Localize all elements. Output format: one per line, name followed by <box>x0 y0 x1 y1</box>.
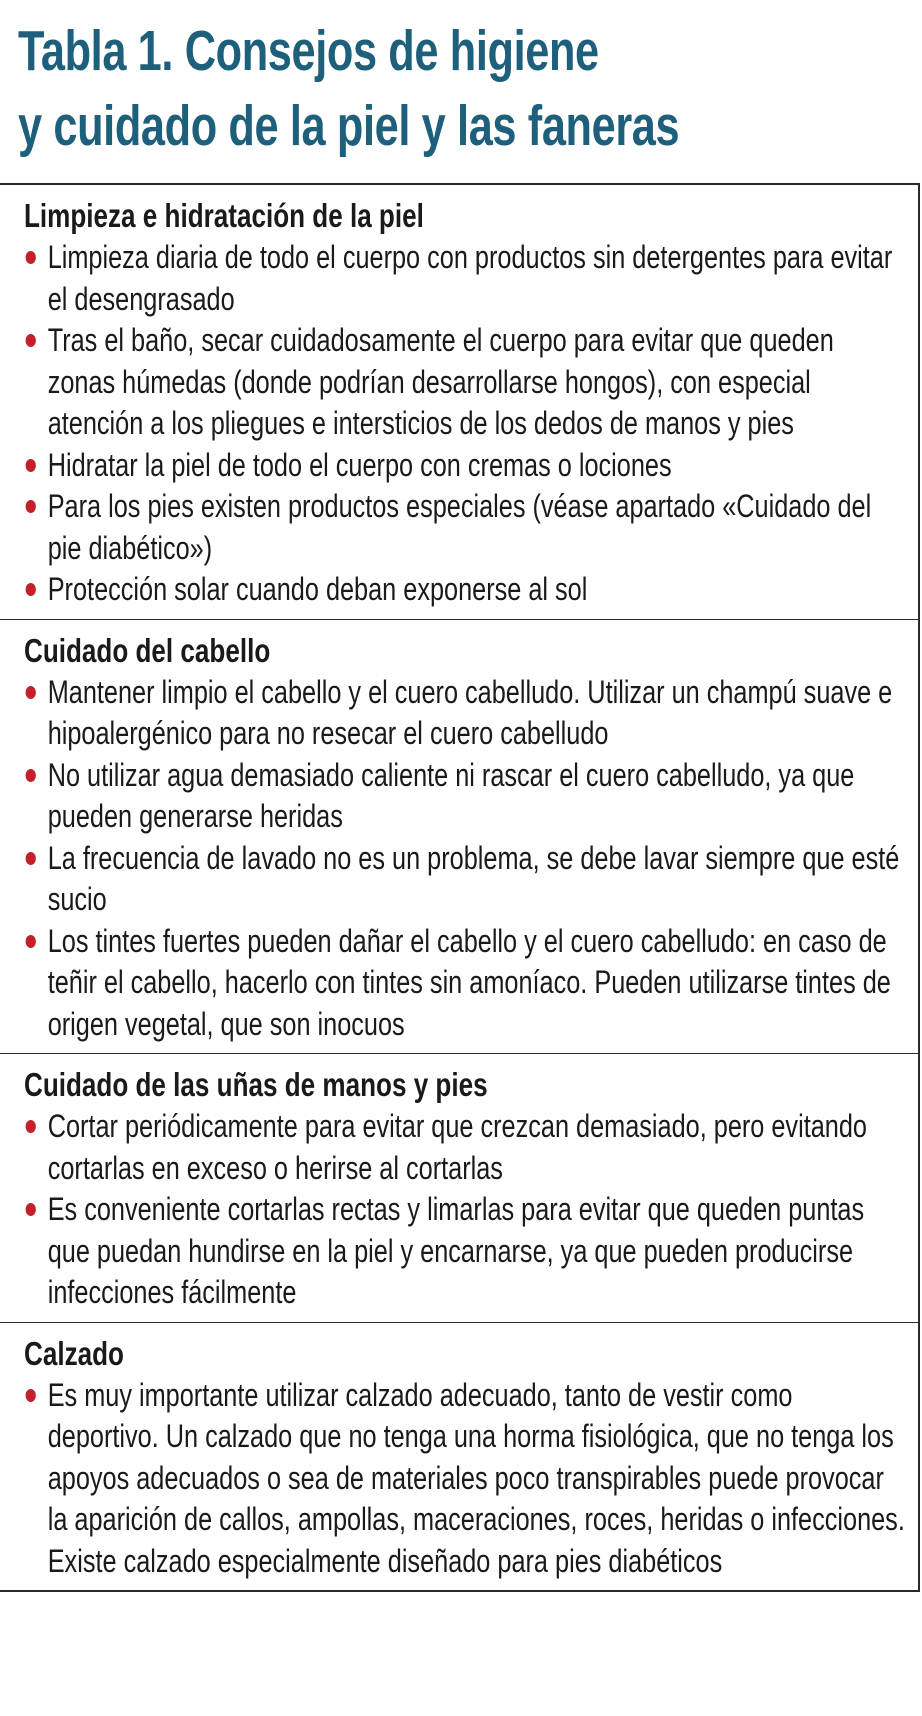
advice-list <box>24 672 905 1046</box>
section-skin-cleaning <box>0 185 918 620</box>
list-item-text: La frecuencia de lavado no es un problema, se debe lavar siempre que esté sucio <box>47 839 900 917</box>
section-nail-care <box>0 1054 918 1323</box>
bullet-icon <box>26 583 36 596</box>
bullet-icon <box>26 769 36 782</box>
advice-list <box>24 1375 905 1583</box>
list-item-text: Hidratar la piel de todo el cuerpo con cremas o lociones <box>47 446 672 483</box>
bullet-icon <box>26 334 36 347</box>
list-item-text: Mantener limpio el cabello y el cuero cabelludo. Utilizar un champú suave e hipoalergénico para no resecar el cuero cabelludo <box>47 673 893 751</box>
section-hair-care <box>0 620 918 1055</box>
bullet-icon <box>26 852 36 865</box>
table-title-line-1: Tabla 1. Consejos de higiene <box>18 19 599 83</box>
list-item-text: Para los pies existen productos especiales (véase apartado «Cuidado del pie diabético») <box>47 488 872 566</box>
table-title <box>18 14 687 164</box>
bullet-icon <box>26 686 36 699</box>
table-title-line-2: y cuidado de la piel y las faneras <box>18 94 680 158</box>
bullet-icon <box>26 459 36 472</box>
advice-list <box>24 1106 905 1314</box>
list-item <box>24 755 905 838</box>
bullet-icon <box>26 1120 36 1133</box>
list-item-text: Protección solar cuando deban exponerse al sol <box>47 571 588 607</box>
section-heading: Limpieza e hidratación de la piel <box>24 197 424 234</box>
list-item <box>24 1106 905 1189</box>
bullet-icon <box>26 1203 36 1216</box>
list-item-text: Los tintes fuertes pueden dañar el cabello y el cuero cabelludo: en caso de teñir el cabello, hacerlo con tintes sin amoníaco. Pueden utilizarse tintes de origen vegetal, que son inocuos <box>47 922 891 1042</box>
list-item-text: Es muy importante utilizar calzado adecuado, tanto de vestir como deportivo. Un calzado que no tenga una horma fisiológica, que no tenga los apoyos adecuados o sea de materiales poco transpirables puede provocar la aparición de callos, ampollas, maceraciones, roces, heridas o infecciones. Existe calzado especialmente diseñado para pies diabéticos <box>47 1376 905 1579</box>
bullet-icon <box>26 500 36 513</box>
list-item-text: No utilizar agua demasiado caliente ni rascar el cuero cabelludo, ya que pueden generarse heridas <box>47 756 855 834</box>
list-item <box>24 569 905 611</box>
bullet-icon <box>26 935 36 948</box>
list-item <box>24 672 905 755</box>
list-item <box>24 445 905 487</box>
list-item <box>24 838 905 921</box>
list-item <box>24 320 905 445</box>
list-item <box>24 921 905 1046</box>
list-item <box>24 486 905 569</box>
section-footwear <box>0 1323 918 1591</box>
list-item-text: Limpieza diaria de todo el cuerpo con productos sin detergentes para evitar el desengrasado <box>47 239 893 317</box>
list-item-text: Tras el baño, secar cuidadosamente el cuerpo para evitar que queden zonas húmedas (donde podrían desarrollarse hongos), con especial atención a los pliegues e intersticios de los dedos de manos y pies <box>47 322 834 441</box>
advice-list <box>24 237 905 611</box>
bullet-icon <box>26 251 36 264</box>
section-heading: Cuidado del cabello <box>24 631 271 669</box>
section-heading: Calzado <box>24 1334 124 1372</box>
list-item <box>24 1375 905 1583</box>
section-heading: Cuidado de las uñas de manos y pies <box>24 1066 488 1103</box>
list-item-text: Cortar periódicamente para evitar que crezcan demasiado, pero evitando cortarlas en exceso o herirse al cortarlas <box>47 1108 867 1186</box>
bullet-icon <box>26 1389 36 1402</box>
advice-table <box>0 183 920 1592</box>
list-item-text: Es conveniente cortarlas rectas y limarlas para evitar que queden puntas que puedan hundirse en la piel y encarnarse, ya que pueden producirse infecciones fácilmente <box>47 1191 865 1310</box>
list-item <box>24 237 905 320</box>
list-item <box>24 1189 905 1314</box>
